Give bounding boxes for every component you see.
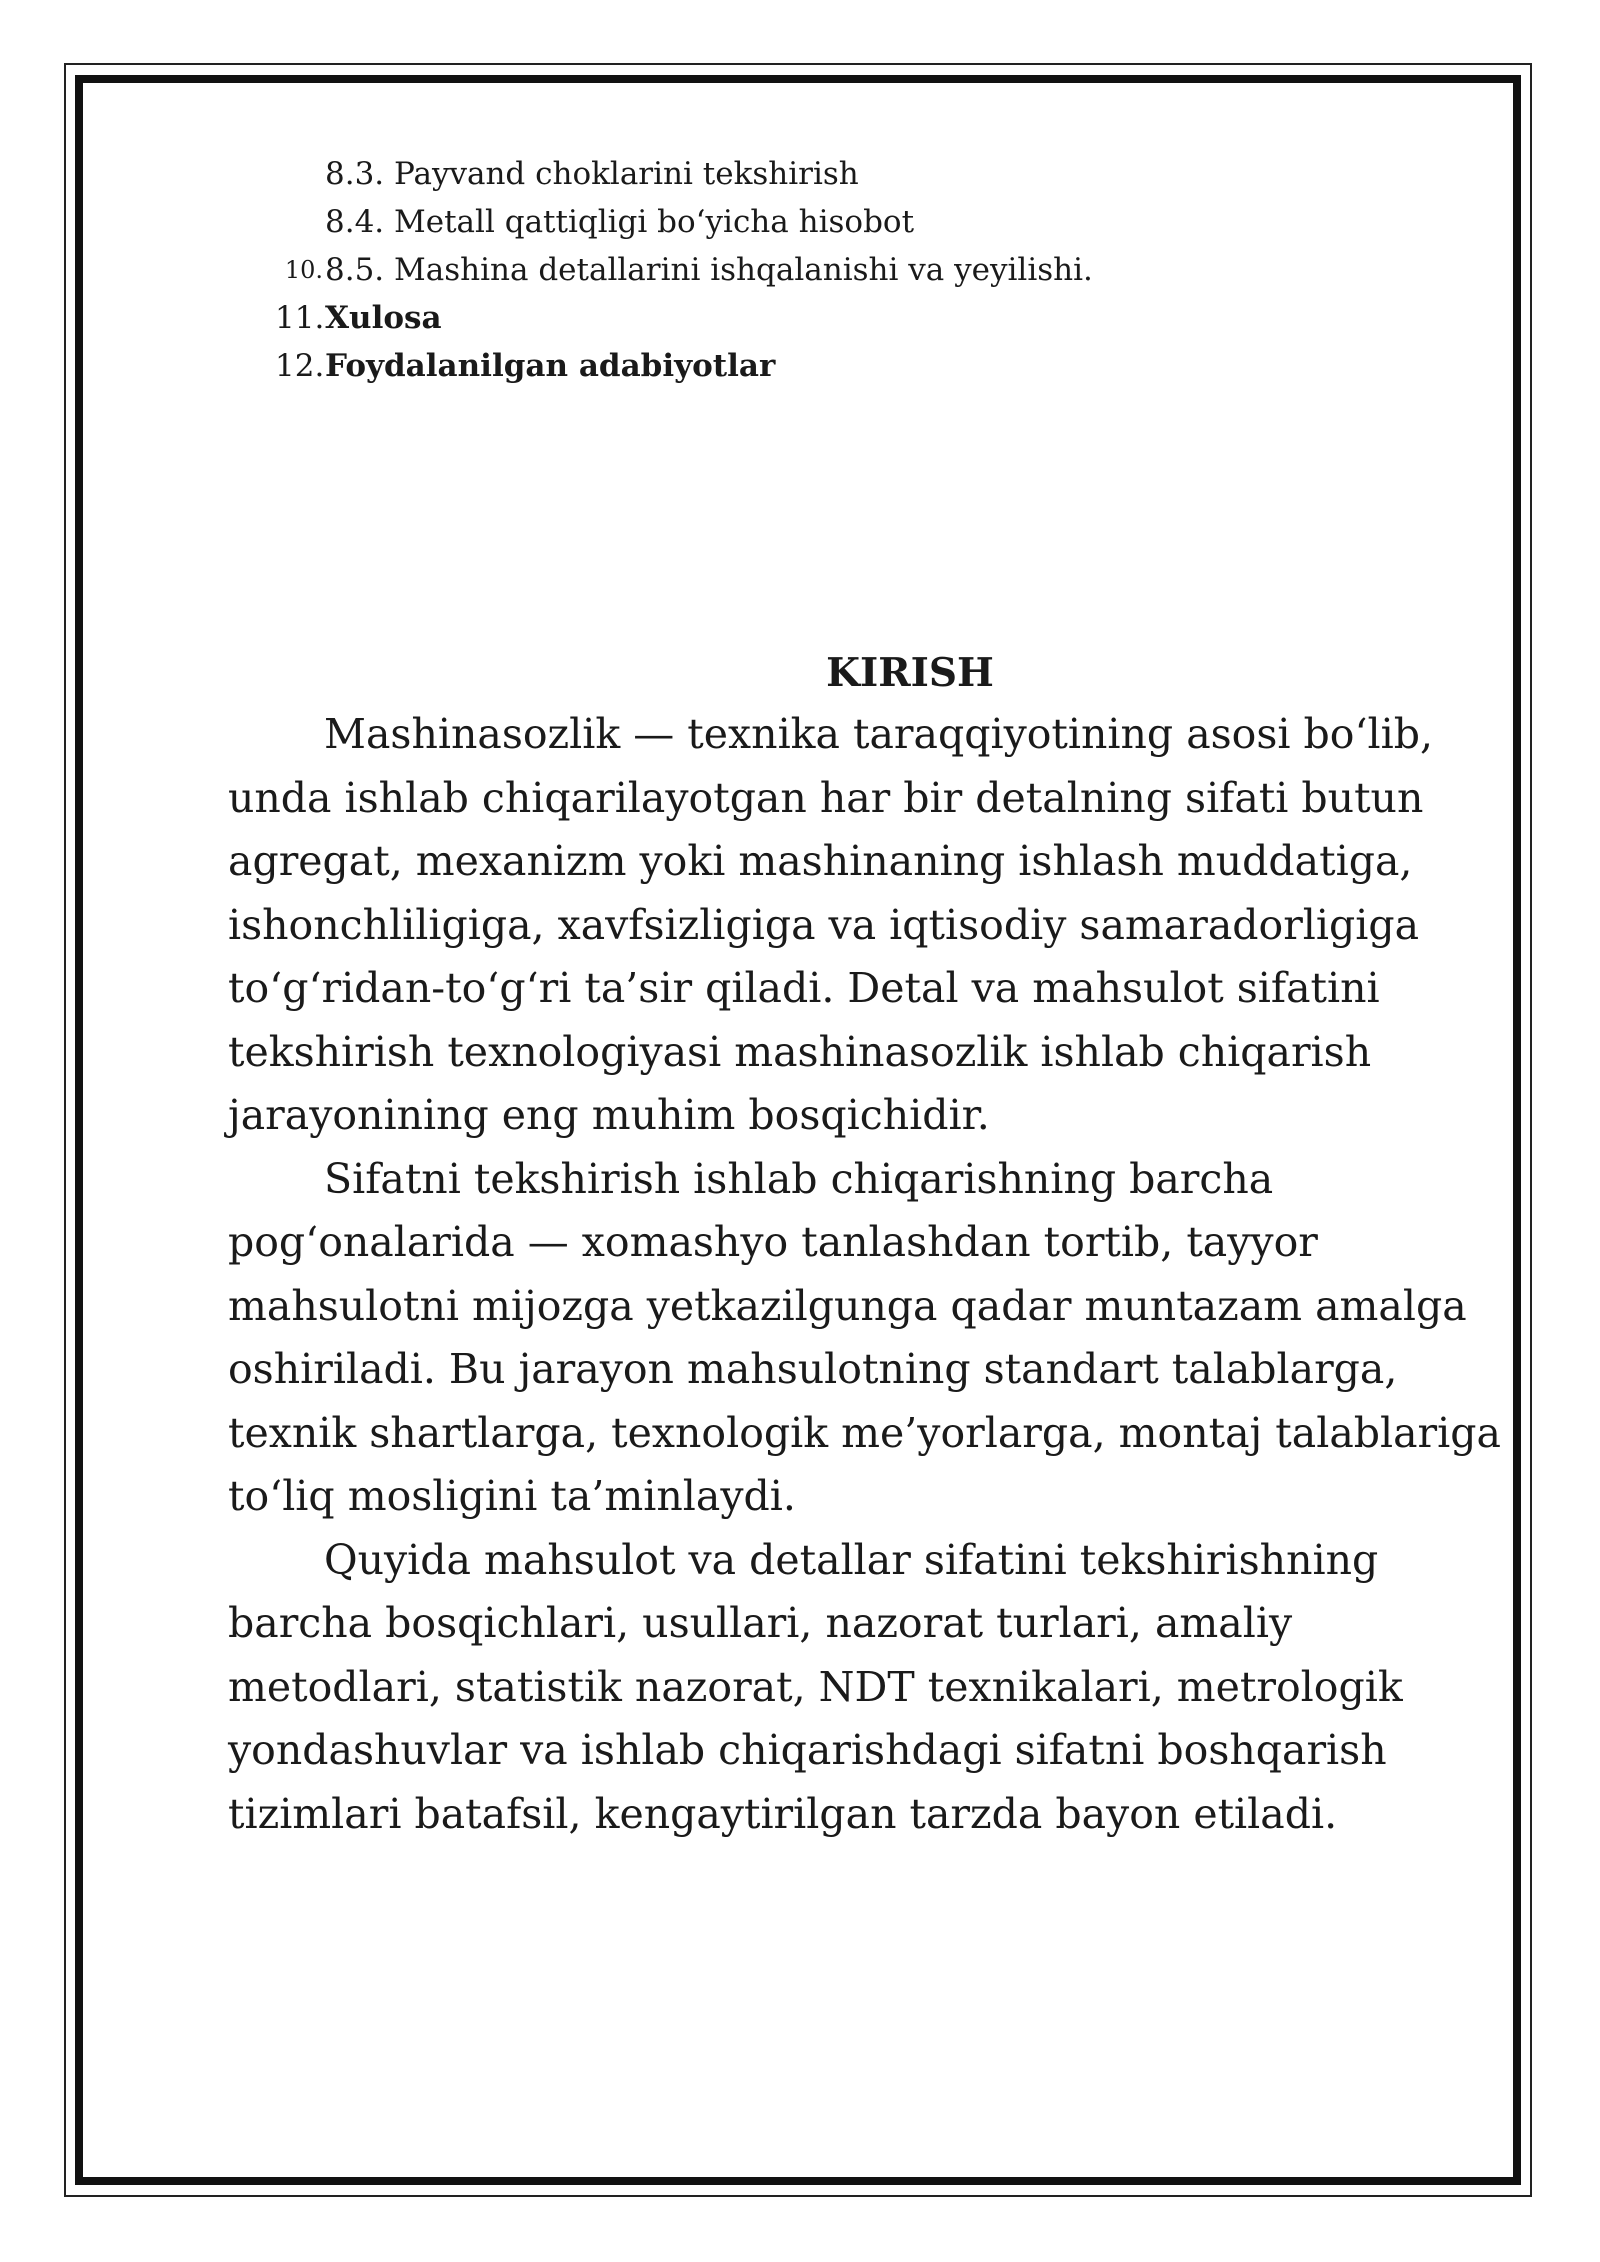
toc-item-number: 10. (284, 256, 323, 284)
section-title: KIRISH (826, 650, 994, 696)
toc-item-text: 8.5. Mashina detallarini ishqalanishi va yeyilishi. (325, 252, 1093, 288)
toc-item-text: Xulosa (325, 300, 442, 336)
table-of-contents (275, 150, 1375, 390)
toc-item (275, 150, 1375, 198)
paragraph: Sifatni tekshirish ishlab chiqarishning barcha pog‘onalarida — xomashyo tanlashdan tortib, tayyor mahsulotni mijozga yetkazilgunga qadar muntazam amalga oshiriladi. Bu jarayon mahsulotning standart talablarga, texnik shartlarga, texnologik me’yorlarga, montaj talablariga to‘liq mosligini ta’minlaydi. (228, 1154, 1501, 1520)
toc-item-text: Foydalanilgan adabiyotlar (325, 348, 776, 384)
paragraph: Quyida mahsulot va detallar sifatini tekshirishning barcha bosqichlari, usullari, nazorat turlari, amaliy metodlari, statistik nazorat, NDT texnikalari, metrologik yondashuvlar va ishlab chiqarishdagi sifatni boshqarish tizimlari batafsil, kengaytirilgan tarzda bayon etiladi. (228, 1535, 1403, 1838)
toc-item-number: 11. (275, 300, 325, 336)
toc-item (275, 294, 1375, 342)
toc-item-text: 8.3. Payvand choklarini tekshirish (325, 156, 859, 192)
toc-item-text: 8.4. Metall qattiqligi bo‘yicha hisobot (325, 204, 915, 240)
section-body (228, 703, 1508, 1846)
toc-item (275, 246, 1375, 294)
paragraph: Mashinasozlik — texnika taraqqiyotining asosi bo‘lib, unda ishlab chiqarilayotgan har bir detalning sifati butun agregat, mexanizm yoki mashinaning ishlash muddatiga, ishonchliligiga, xavfsizligiga va iqtisodiy samaradorligiga to‘g‘ridan-to‘g‘ri ta’sir qiladi. Detal va mahsulot sifatini tekshirish texnologiyasi mashinasozlik ishlab chiqarish jarayonining eng muhim bosqichidir. (228, 710, 1434, 1139)
toc-item (275, 342, 1375, 390)
toc-item-number: 12. (275, 348, 325, 384)
toc-item (275, 198, 1375, 246)
